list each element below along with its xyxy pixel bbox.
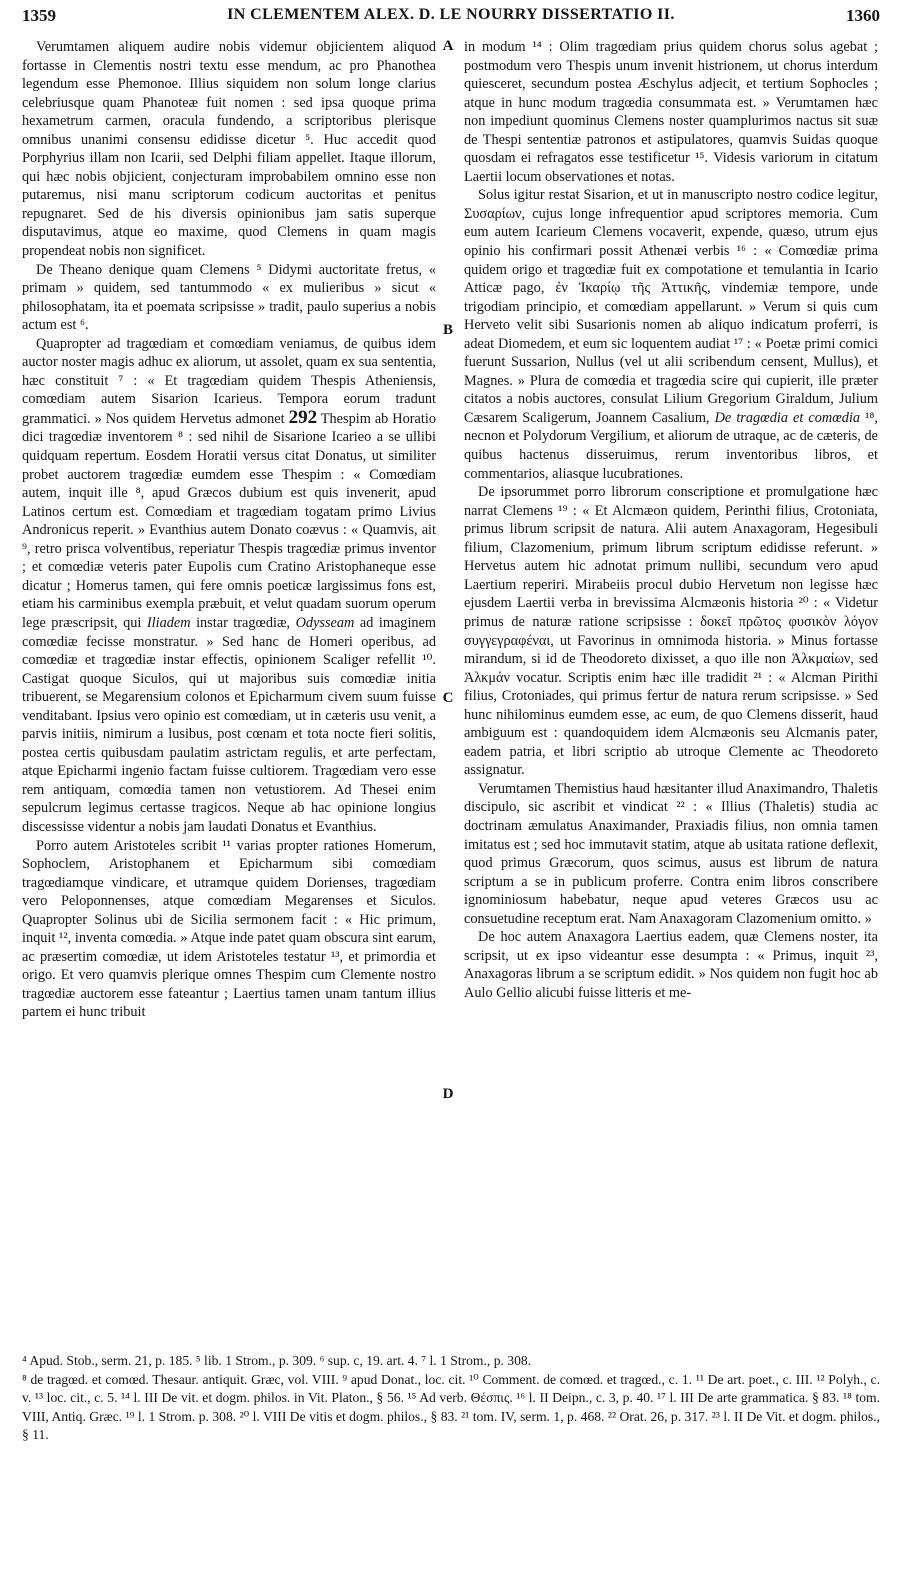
volume-page-marker: 292: [288, 406, 318, 428]
text-run: vocatur. Scriptis enim hæc ille tradidit ²¹ : « Alcman Pirithi filius, Crotoniades, qui primus fertur de natura rerum scripsisse. » Sed hunc nihilominus eumdem esse, ac eum, de quo Clemens disserit, haud ambiguum est : quandoquidem idem Alcmæonis seu Alcmanis pater, eadem patria, et libri scriptio ab utroque Clemente ac Theodoreto assignatur.: [464, 669, 879, 779]
greek-text: Συσαρίων: [464, 205, 522, 222]
italic-title: Iliadem: [146, 614, 191, 631]
text-run: , sed: [850, 651, 878, 668]
paragraph: [464, 186, 878, 483]
greek-text: δοκεῖ πρῶτος φυσικὸν λόγον συγγεγραφέναι: [464, 613, 878, 649]
paragraph: De hoc autem Anaxagora Laertius eadem, quæ Clemens noster, ita scripsit, ut ex ipso videantur esse desumpta : « Primus, inquit ²³, Anaxagoras librum a se scriptum edidit. » Nos quidem non fugit hoc ab Aulo Gellio alicubi fuisse litteris et me-: [464, 929, 878, 1001]
italic-title: Odysseam: [295, 614, 355, 631]
paragraph: Verumtamen Themistius haud hæsitanter illud Anaximandro, Thaletis discipulo, sic ascribit et vindicat ²² : « Illius (Thaletis) studia ac doctrinam æmulatus Anaximander, Praxiadis filius, non omnia tamen imitatus est ; sed hoc immutavit statim, atque ab usitata ratione deflexit, quod primus Græcorum, quos scimus, ausus est librum de natura scriptum a se in publicum proferre. Contra enim libros conscribere ignominiosum habebatur, neque apud veteres Græcos usu ac consuetudine receptum erat. Nam Anaxagoram Clazomenium omitto. »: [464, 780, 878, 927]
page-header: [22, 6, 880, 32]
margin-marker-d: D: [442, 1086, 454, 1102]
footnotes: [22, 1352, 880, 1445]
running-title: IN CLEMENTEM ALEX. D. LE NOURRY DISSERTATIO II.: [227, 6, 675, 23]
italic-title: De tragœdia et comœdia: [714, 409, 861, 426]
text-run: , cujus longe infrequentior apud scriptores memoria. Cum eum autem Icarieum Clemens vocaverit, expende, quæso, utrum ejus opinio his confirmari possit Athenæi verbis ¹⁶ : « Comœdiæ prima quidem origo et tragœdiæ fuit ex compotatione et temulantia in Icario Atticæ pago,: [464, 205, 878, 297]
text-run: instar tragœdiæ,: [196, 614, 291, 631]
page-number-left: 1359: [22, 6, 56, 25]
paragraph: Porro autem Aristoteles scribit ¹¹ varias propter rationes Homerum, Sophoclem, Aristophanem et Epicharmum sibi comœdiam tragœdiamque vindicare, et utramque quidem Dorienses, tragœdiam vero Peloponnenses, atque comœdiam Megarenses et Siculos. Quapropter Solinus ubi de Sicilia sermonem facit : « Hic primum, inquit ¹², inventa comœdia. » Atque inde patet quam obscura sint earum, ac præsertim comœdiæ, ut idem Aristoteles testatur ¹³, et primordia et origo. Et vero quamvis plerique omnes Thespim cum Clemente nostro tragœdiæ auctorem esse fateantur ; Laertius tamen unam tantum illius partem ei hunc tribuit: [22, 837, 436, 1021]
text-run: ad imaginem comœdiæ fecisse monstratur. » Sed hanc de Homeri operibus, ad comœdiæ et tragœdiæ instar effectis, opinionem Scaliger refellit ¹⁰. Castigat quoque Siculos, qui ut majoribus suis comœdiæ initia tribuerent, se Megarensium colonos et Epicharmum civem suum fuisse venditabant. Ipsius vero opinio est comœdiam, ut in cæteris usu venit, a parvis initiis, nimirum a lusibus, post cœnam et tota nocte fieri solitis, postea certis quibusdam paulatim astrictam regulis, et arte perfectam, atque Epicharmi ingenio factam fuisse cultiorem. Tragœdiam vero esse rem antiquam, comœdia tamen non vetustiorem. Ad Thesei enim sepulcrum legimus certasse tragicos. Neque ab hac opinione longius discessisse videntur a nobis jam laudati Donatus et Evanthius.: [22, 614, 437, 835]
paragraph: in modum ¹⁴ : Olim tragœdiam prius quidem chorus solus agebat ; postmodum vero Thespis unum invenit histrionem, ut chorus interdum quiesceret, secundum postea Æschylus adjecit, et tertium Sophocles ; atque in hunc modum tragœdia consummata est. » Verumtamen hæc non impediunt quominus Clemens noster quamplurimos nactus sit suæ de Thespi sententiæ patronos et astipulatores, quamvis Suidas quoque quosdam ei refragatos esse testificetur ¹⁵. Videsis variorum in citatum Laertii locum observationes et notas.: [464, 39, 878, 185]
footnote-line: ⁴ Apud. Stob., serm. 21, p. 185. ⁵ lib. 1 Strom., p. 309. ⁶ sup. c, 19. art. 4. ⁷ l. 1 Strom., p. 308.: [22, 1353, 532, 1368]
text-run: Quapropter ad tragœdiam et comœdiam veniamus, de quibus idem auctor noster magis adhuc ex aliorum, ut assolet, quam ex sua sententia, hæc constituit ⁷ : « Et tragœdiam quidem Thespis Atheniensis, comœdiam autem Sisarion Icarieus. Tempora eorum tradunt grammatici. » Nos quidem Hervetus admonet: [22, 335, 436, 427]
greek-text: Ἀλκμαίων: [791, 651, 851, 668]
footnote-line: ⁸ de tragœd. et comœd. Thesaur. antiquit. Græc, vol. VIII. ⁹ apud Donat., loc. cit. ¹⁰ Comment. de comœd. et tragœd., c. 1. ¹¹ De art. poet., c. III. ¹² Polyh., c. v. ¹³ loc. cit., c. 5. ¹⁴ l. III De vit. et dogm. philos. in Vit. Platon., § 56. ¹⁵ Ad verb. Θέσπις. ¹⁶ l. II Deipn., c. 3, p. 40. ¹⁷ l. III De arte grammatica. § 83. ¹⁸ tom. VIII, Antiq. Græc. ¹⁹ l. 1 Strom. p. 308. ²⁰ l. VIII De vitis et dogm. philos., § 83. ²¹ tom. IV, serm. 1, p. 468. ²² Orat. 26, p. 317. ²³ l. II De Vit. et dogm. philos., § 11.: [22, 1371, 880, 1443]
text-run: , vindemiæ tempore, unde trigodiam principio, et comœdiam appellarunt. » Verum si quis cum Herveto velit sibi Susarionis nomen ab aliquo indicatum proferri, is adeat Diomedem, et eum sic loquentem audiat ¹⁷ : « Poetæ primi comici fuerunt Sussarion, Nullus (vel ut alii scribendum censent, Mullus), et Magnes. » Plura de comœdia et tragœdia scire qui cupierit, ille præter citatos a nobis auctores, consulat Lilium Gregorium Giraldum, Julium Cæsarem Scaligerum, Joannem Casalium,: [464, 280, 879, 426]
margin-marker-a: A: [442, 38, 454, 54]
text-run: Solus igitur restat Sisarion, et ut in manuscripto nostro codice legitur,: [478, 187, 878, 204]
text-run: , ut Favorinus in omnimoda historia. » Minus fortasse mirandum, si id de Theodoreto dixisset, a quo ille non: [464, 632, 878, 668]
left-column: [22, 38, 436, 1022]
page-number-right: 1360: [846, 6, 880, 25]
right-column: [464, 38, 878, 1002]
paragraph: [464, 483, 878, 780]
greek-text: Ἀλκμάν: [464, 669, 510, 686]
text-run: ¹⁸, necnon et Polydorum Vergilium, et aliorum de utraque, ac de cæteris, de quibus hactenus disseruimus, rerum inventoribus libros, et commentarios, aliasque lucubrationes.: [464, 409, 878, 482]
text-run: Thespim ab Horatio dici tragœdiæ inventorem ⁸ : sed nihil de Sisarione Icarieo a se ullibi quidquam repertum. Eosdem Horatii versus citat Donatus, ut similiter probet auctorem tragœdiæ eumdem esse Thespim : « Comœdiam autem, inquit ille ⁸, apud Græcos dubium est quis invenerit, apud Latinos certum est. Comœdiam et tragœdiam togatam primo Livius Andronicus reperit. » Evanthius autem Donato coævus : « Quamvis, ait ⁹, retro prisca volventibus, reperiatur Thespis tragœdiæ primus inventor ; et comœdiæ veteris pater Eupolis cum Cratino Aristophaneque esse dicatur ; Homerus tamen, qui fere omnis poeticæ largissimus fons est, etiam his carminibus exempla præbuit, et velut quadam suorum operum lege præscripsit, qui: [22, 410, 436, 631]
paragraph: [22, 335, 436, 837]
margin-marker-c: C: [442, 690, 454, 706]
text-run: De ipsorummet porro librorum conscriptione et promulgatione hæc narrat Clemens ¹⁹ : « Et Alcmæon quidem, Perinthi filius, Crotoniata, primus librum scripsit de natura. Alii autem Anaxagoram, Hegesibuli filium, Clazomenium, primum librum scriptum edidisse referunt. » Hervetus autem hic adnotat primum nullibi, secundum vero apud Laertium reperiri. Mirabeiis procul dubio Hervetum non legisse hæc ejusdem Laertii verba in brevissima Alcmæonis historia ²⁰ : « Videtur primus de naturæ ratione scripsisse :: [464, 484, 878, 630]
greek-text: ἐν Ἰκαρίῳ τῆς Ἀττικῆς: [555, 280, 708, 297]
paragraph: Verumtamen aliquem audire nobis videmur objicientem aliquod fortasse in Clementis nostri textu esse mendum, ac pro Phanothea legendum esse Phemonoe. Illius siquidem non solum longe clarius celebriusque quam Phanoteæ fuit nomen : sed ipsa quoque prima hexametrum carmen, oracula fundendo, a scriptoribus plerisque omnibus unanimi consensu edidisse dicetur ⁵. Huc accedit quod Porphyrius illam non Icarii, sed Delphi filiam appellet. Itaque illorum, qui hæc nobis objicient, conjecturam improbabilem omnino esse non putaremus, nisi manu scriptorum codicum auctoritas et penitus repugnaret. Sed de his diversis opinionibus jam satis superque disputavimus, atque eo maxime, quod Clemens in quam magis propendeat nobis non significet.: [22, 39, 436, 260]
margin-marker-b: B: [442, 322, 453, 338]
paragraph: De Theano denique quam Clemens ⁵ Didymi auctoritate fretus, « primam » quidem, sed tantummodo « ex mulieribus » sicut « philosophatam, ita et poemata scripsisse » tradit, paulo superius a nobis actum est ⁶.: [22, 261, 436, 334]
